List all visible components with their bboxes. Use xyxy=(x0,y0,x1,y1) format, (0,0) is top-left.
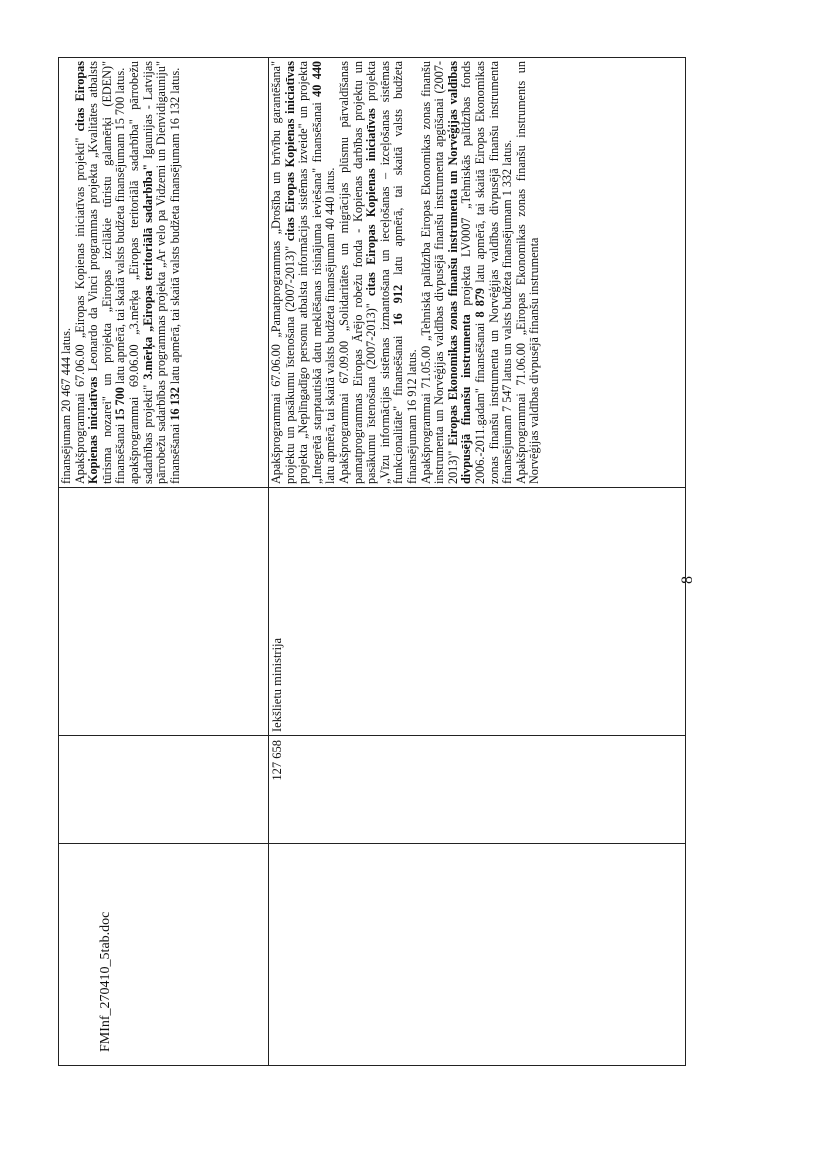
table-cell xyxy=(59,488,269,736)
amount-cell: 127 658 xyxy=(269,736,686,844)
page-number: 8 xyxy=(679,576,696,584)
paragraph: Apakšprogrammai 67.06.00 „Eiropas Kopienas iniciatīvas projekti" citas Eiropas Kopienas iniciatīvas Leonardo da Vinci programmas projekta „Kvalitātes atbalsts tūrisma nozarei" un projekta „Eiropas izcilākie tūristu galamērķi (EDEN)" finansēšanai 15 700 latu apmērā, tai skaitā valsts budžeta finansējumam 15 700 latus. xyxy=(72,61,128,484)
paragraph: Apakšprogrammai 71.05.00 „Tehniskā palīdzība Eiropas Ekonomikas zonas finanšu instrumenta un Norvēģijas valdības divpusējā finanšu instrumenta apgūšanai (2007-2013)" Eiropas Ekonomikas zonas finanšu instrumenta un Norvēģijas valdības divpusējā finanšu instrumenta projekta LV0007 „Tehniskās palīdzības fonds 2006.-2011.gadam" finansēšanai 8 879 latu apmērā, tai skaitā Eiropas Ekonomikas zonas finanšu instrumenta un Norvēģijas valdības divpusējā finanšu instrumenta finansējumam 7 547 latus un valsts budžeta finansējumam 1 332 latus. xyxy=(418,61,515,484)
file-name-footer: FMInf_270410_5tab.doc xyxy=(98,911,113,1052)
rotated-table-page xyxy=(58,58,685,1066)
description-cell xyxy=(59,58,269,488)
table-row xyxy=(269,58,686,1066)
ministry-cell: Iekšlietu ministrija xyxy=(269,488,686,736)
paragraph: finansējumam 20 467 444 latus. xyxy=(59,327,73,484)
paragraph: apakšprogrammai 69.06.00 „3.mērķa „Eiropas teritoriālā sadarbība" pārrobežu sadarbības projekti" 3.mērķa „Eiropas teritoriālā sadarbība" Igaunijas - Latvijas pārrobežu sadarbības programmas projekta „Ar velo pa Vidzemi un Dienvidigauniju" finansēšanai 16 132 latu apmērā, tai skaitā valsts budžeta finansējumam 16 132 latus. xyxy=(126,61,182,484)
budget-table xyxy=(58,57,686,1066)
paragraph: Apakšprogrammai 67.09.00 „Solidaritātes un migrācijas plūsmu pārvaldīšanas pamatprogrammas Eiropas Ārējo robežu fonda - Kopienas darbības projektu un pasākumu īstenošana (2007-2013)" citas Eiropas Kopienas iniciatīvas projekta „Vīzu informācijas sistēmas izmantošana un ieceļošanas – izceļošanas sistēmas funkcionalitāte" finansēšanai 16 912 latu apmērā, tai skaitā valsts budžeta finansējumam 16 912 latus. xyxy=(336,60,419,484)
table-cell xyxy=(59,736,269,844)
description-cell xyxy=(269,58,686,488)
table-cell xyxy=(269,844,686,1066)
paragraph: Apakšprogrammai 67.06.00 „Pamatprogrammas „Drošība un brīvību garantēšana" projektu un pasākumu īstenošana (2007-2013)" citas Eiropas Kopienas iniciatīvas projekta „Neplīngadīgo personu atbalsta informācijas sistēmas izveide" un projekta „Integrētā starptautiskā datu meklēšanas risinājuma ieviešana" finansēšanai 40 440 latu apmērā, tai skaitā valsts budžeta finansējumam 40 440 latus. xyxy=(269,60,338,484)
paragraph: Apakšprogrammai 71.06.00 „Eiropas Ekonomikas zonas finanšu instruments un Norvēģijas valdības divpusējā finanšu instrumenta xyxy=(513,61,542,484)
table-cell xyxy=(59,844,269,1066)
table-row xyxy=(59,58,269,1066)
